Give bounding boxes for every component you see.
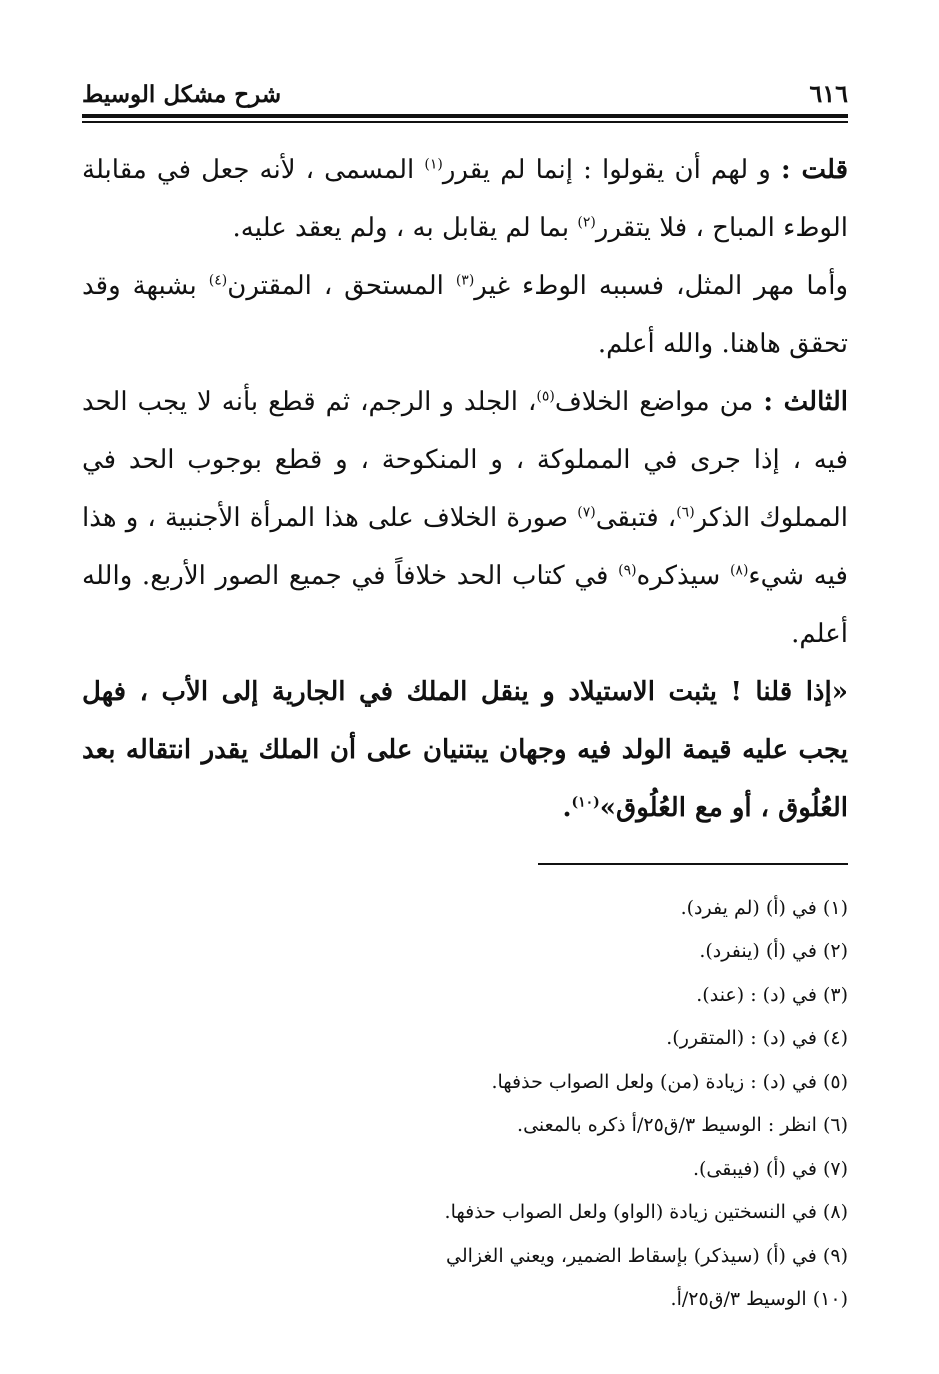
- text-segment: وأما مهر المثل، فسببه الوطء غير: [474, 270, 848, 301]
- footnote-ref-7: (٧): [577, 503, 596, 520]
- running-title: شرح مشكل الوسيط: [82, 81, 282, 108]
- footnote-ref-3: (٣): [455, 271, 475, 288]
- paragraph-lead: الثالث :: [763, 386, 849, 417]
- book-page: [82, 70, 848, 1360]
- footnote-ref-5: (٥): [536, 387, 555, 404]
- text-segment: المستحق ، المقترن: [227, 270, 456, 301]
- footnote-item: (٩) في (أ) (سيذكر) بإسقاط الضمير، ويعني الغزالي: [445, 1244, 848, 1267]
- footnote-ref-1: (١): [424, 155, 443, 172]
- footnote-ref-2: (٢): [577, 213, 596, 230]
- footnote-ref-6: (٦): [676, 503, 695, 520]
- text-segment: من مواضع الخلاف: [554, 386, 764, 417]
- quote-text: «إذا قلنا ! يثبت الاستيلاد و ينقل الملك في الجارية إلى الأب ، فهل يجب عليه قيمة الولد فيه وجهان يبتنيان على أن الملك يقدر انتقاله بعد العُلُوق ، أو مع العُلُوق»: [82, 676, 848, 823]
- page-header: [82, 70, 848, 108]
- paragraph-3: [82, 373, 848, 663]
- footnote-item: (٥) في (د) : زيادة (من) ولعل الصواب حذفها.: [491, 1070, 848, 1093]
- footnote-item: (٧) في (أ) (فيبقى).: [692, 1157, 848, 1180]
- footnote-item: (١) في (أ) (لم يفرد).: [680, 896, 848, 919]
- footnote-item: (٤) في (د) : (المتقرر).: [666, 1027, 848, 1049]
- footnote-item: (٢) في (أ) (ينفرد).: [699, 940, 848, 962]
- paragraph-lead: قلت :: [780, 154, 849, 185]
- footnote-separator: [538, 863, 848, 865]
- footnote-ref-4: (٤): [208, 271, 228, 288]
- text-segment: في كتاب الحد خلافاً في جميع الصور الأربع. والله أعلم.: [82, 560, 848, 649]
- quoted-passage: [82, 663, 848, 837]
- header-rule-thin: [82, 121, 848, 123]
- text-segment: صورة الخلاف على هذا المرأة الأجنبية ، و هذا فيه شيء: [82, 502, 848, 591]
- text-segment: ، الجلد و الرجم، ثم قطع بأنه لا يجب الحد فيه ، إذا جرى في المملوكة ، و المنكوحة ، و قطع بوجوب الحد في المملوك الذكر: [82, 386, 849, 533]
- footnotes: [82, 887, 848, 1322]
- footnote-item: (٦) انظر : الوسيط ٣/ق٢٥/أ ذكره بالمعنى.: [517, 1114, 848, 1136]
- text-segment: ، فتبقى: [595, 502, 677, 533]
- quote-end: .: [562, 792, 572, 823]
- header-rule-thick: [82, 114, 848, 118]
- footnote-ref-10: (١٠): [571, 793, 600, 810]
- page-number: ٦١٦: [809, 79, 848, 108]
- footnote-ref-8: (٨): [729, 561, 749, 578]
- text-segment: و لهم أن يقولوا : إنما لم يقرر: [442, 154, 781, 185]
- footnote-item: (٨) في النسختين زيادة (الواو) ولعل الصواب حذفها.: [444, 1201, 848, 1223]
- text-segment: سيذكره: [636, 560, 730, 591]
- paragraph-2: [82, 257, 848, 373]
- text-segment: بما لم يقابل به ، ولم يعقد عليه.: [232, 212, 578, 243]
- text-segment: المسمى ، لأنه جعل في مقابلة الوطء المباح ، فلا يتقرر: [82, 154, 848, 243]
- footnote-item: (١٠) الوسيط ٣/ق٢٥/أ.: [670, 1288, 848, 1310]
- footnote-ref-9: (٩): [618, 561, 637, 578]
- main-text: [82, 141, 848, 837]
- footnote-item: (٣) في (د) : (عند).: [696, 983, 848, 1006]
- text-segment: بشبهة وقد تحقق هاهنا. والله أعلم.: [82, 270, 848, 359]
- paragraph-1: [82, 141, 848, 257]
